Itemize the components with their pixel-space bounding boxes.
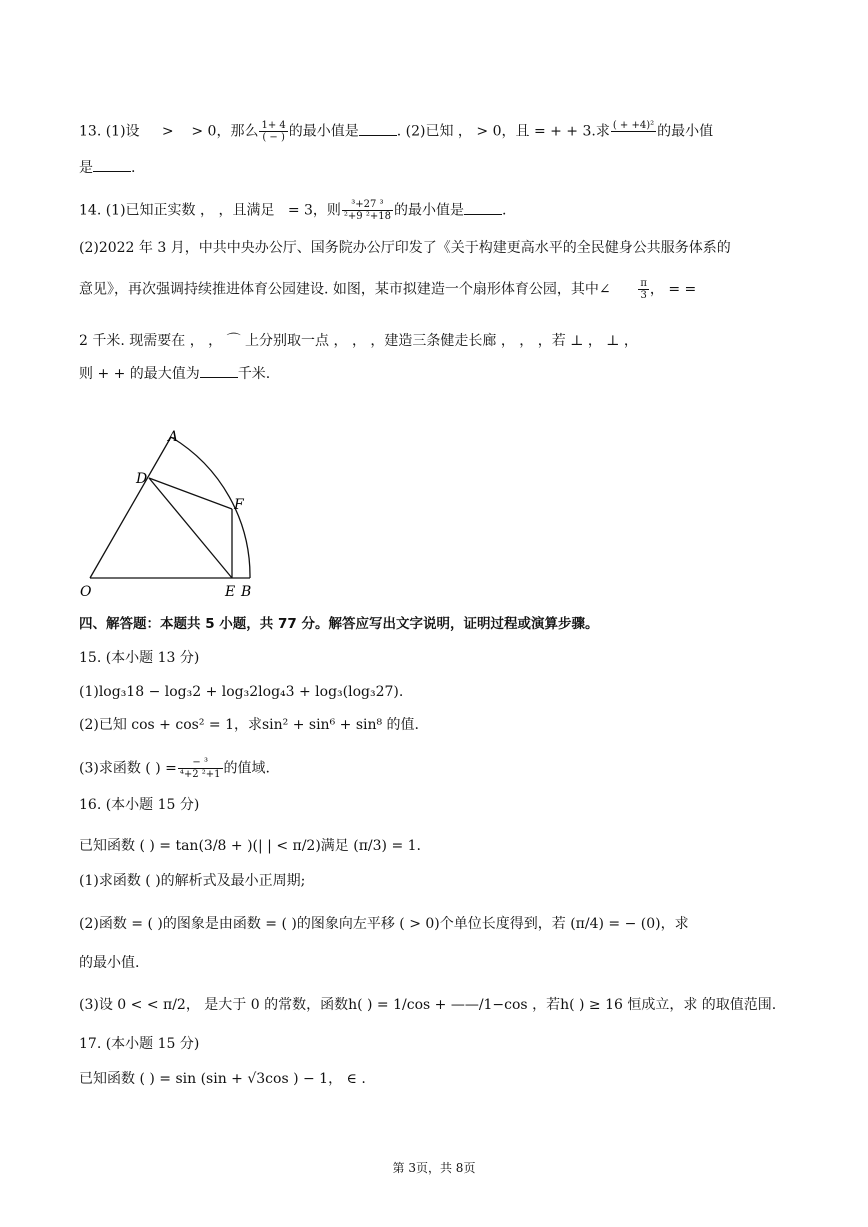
q16-part1: (1)求函数 ( )的解析式及最小正周期;	[79, 873, 306, 889]
label-B: B	[241, 584, 252, 600]
q14-fraction: $\frac{\text{³+27 ³}}{\text{²+9 ²+18}}$	[343, 199, 391, 222]
q14-part2-line3: 2 千米. 现需要在 ， ， ⌒ 上分别取一点 ， ， ，建造三条健走长廊 ， ， ，若 ⊥ ， ⊥ ，	[79, 333, 638, 349]
label-O: O	[80, 584, 92, 600]
page-footer: 第 3页，共 8页	[392, 1161, 476, 1175]
q13-fraction-2: ( + +4)²	[612, 120, 655, 131]
label-F: F	[234, 497, 244, 513]
sector-figure	[78, 425, 268, 605]
q15-fraction: $\frac{\text{− ³}}{\text{⁴+2 ²+1}}$	[179, 757, 221, 780]
q16-intro: 已知函数 ( ) = tan(3/8 + )(| | < π/2)满足 (π/3) = 1.	[79, 838, 421, 854]
q15-part1: (1)log₃18 − log₃2 + log₃2log₄3 + log₃(log₃27).	[79, 684, 404, 700]
answer-blank	[200, 365, 238, 378]
q13-line2: 是 .	[79, 160, 136, 176]
q13-fraction-1: $\frac{1+ 4}{( - )}$	[261, 120, 286, 143]
q16-part2-line1: (2)函数 = ( )的图象是由函数 = ( )的图象向左平移 ( > 0)个单位长度得到，若 (π/4) = − (0)，求	[79, 916, 689, 932]
q14-part2-line4: 则 + + 的最大值为 千米.	[79, 366, 271, 382]
q14-part2-line2: 意见》，再次强调持续推进体育公园建设. 如图，某市拟建造一个扇形体育公园，其中∠ $\frac{\pi}{3}$ ， = =	[79, 278, 697, 301]
pi-over-3-fraction: $\frac{\pi}{3}$	[640, 278, 647, 301]
q16-part3: (3)设 0 < < π/2， 是大于 0 的常数，函数h( ) = 1/cos + ——/1−cos ，若h( ) ≥ 16 恒成立，求 的取值范围.	[79, 997, 777, 1013]
label-D: D	[136, 471, 148, 487]
q15-head: 15. (本小题 13 分)	[79, 650, 200, 666]
q17-intro: 已知函数 ( ) = sin (sin + √3cos ) − 1， ∈ .	[79, 1071, 366, 1087]
answer-blank	[93, 159, 131, 172]
answer-blank	[464, 202, 502, 215]
q15-part3: (3)求函数 ( ) = $\frac{\text{− ³}}{\text{⁴+2 ²+1}}$ 的值域.	[79, 757, 270, 780]
q15-part2: (2)已知 cos + cos² = 1，求sin² + sin⁶ + sin⁸ 的值.	[79, 717, 420, 733]
section-heading: 四、解答题：本题共 5 小题，共 77 分。解答应写出文字说明，证明过程或演算步骤。	[79, 616, 599, 632]
q16-part2-line2: 的最小值.	[79, 955, 140, 971]
q14-part1: 14. (1)已知正实数 ， ，且满足 = 3，则 $\frac{\text{³+27 ³}}{\text{²+9 ²+18}}$ 的最小值是 .	[79, 199, 507, 222]
q13-line1: 13. (1)设 > > 0，那么 $\frac{1+ 4}{( - )}$ 的最小值是 . (2)已知 ， > 0，且 = + + 3.求 ( + +4)² 的最小值	[79, 120, 714, 143]
segment-OA	[90, 437, 171, 578]
q16-head: 16. (本小题 15 分)	[79, 797, 200, 813]
q17-head: 17. (本小题 15 分)	[79, 1036, 200, 1052]
label-E: E	[225, 584, 236, 600]
answer-blank	[359, 123, 397, 136]
q14-part2-line1: (2)2022 年 3 月，中共中央办公厅、国务院办公厅印发了《关于构建更高水平的全民健身公共服务体系的	[79, 240, 731, 256]
label-A: A	[168, 429, 179, 445]
